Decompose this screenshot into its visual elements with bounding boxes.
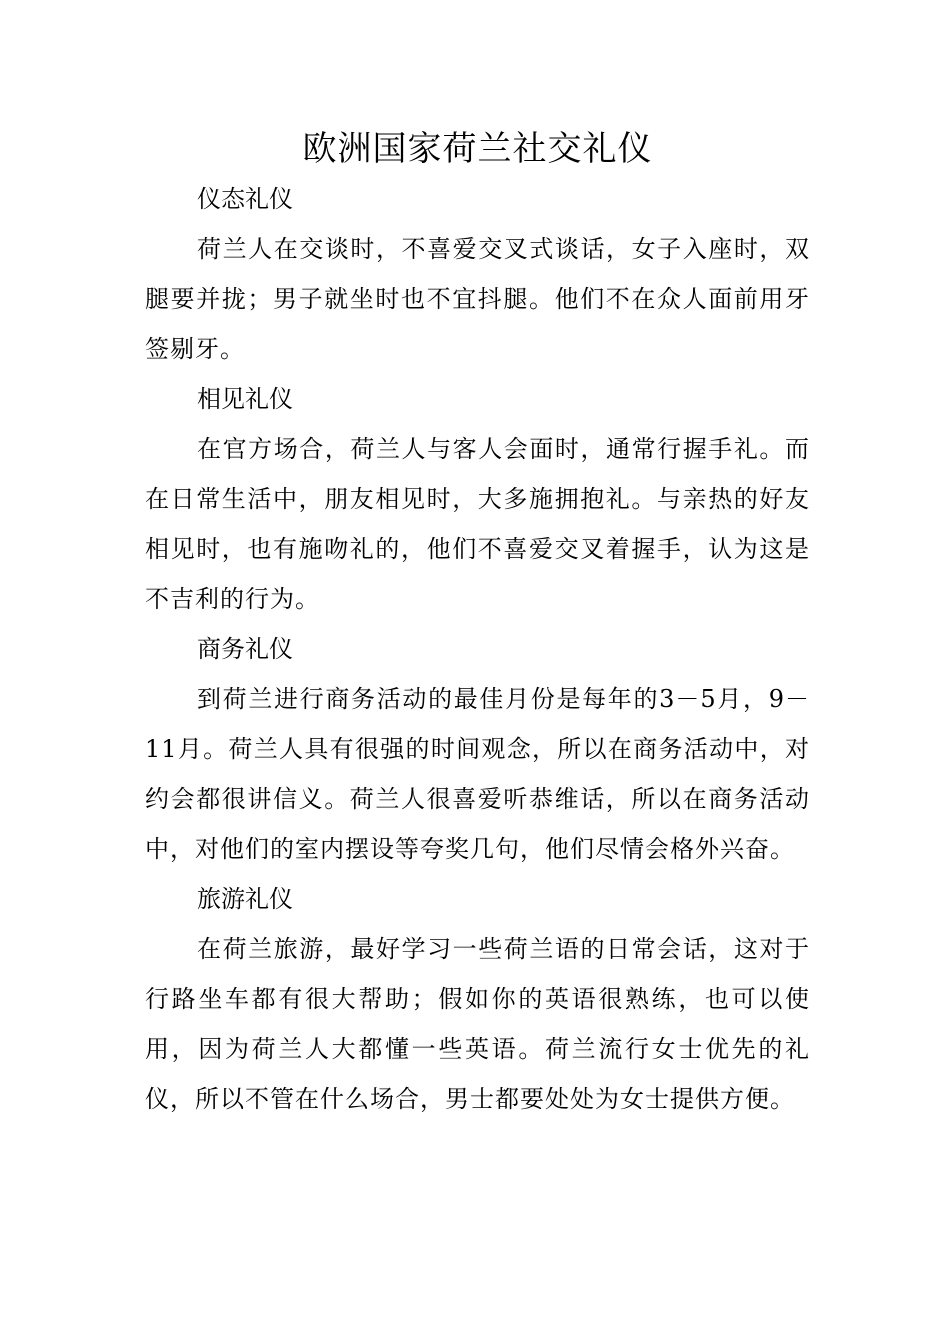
page-title: 欧洲国家荷兰社交礼仪	[302, 129, 653, 169]
section-heading-business: 商务礼仪	[197, 635, 293, 663]
section-paragraph-greeting: 在官方场合，荷兰人与客人会面时，通常行握手礼。而在日常生活中，朋友相见时，大多施拥抱礼。与亲热的好友相见时，也有施吻礼的，他们不喜爱交叉着握手，认为这是不吉利的行为。	[145, 435, 810, 613]
section-paragraph-demeanor: 荷兰人在交谈时，不喜爱交叉式谈话，女子入座时，双腿要并拢；男子就坐时也不宜抖腿。他们不在众人面前用牙签剔牙。	[145, 235, 810, 363]
section-paragraph-travel: 在荷兰旅游，最好学习一些荷兰语的日常会话，这对于行路坐车都有很大帮助；假如你的英语很熟练，也可以使用，因为荷兰人大都懂一些英语。荷兰流行女士优先的礼仪，所以不管在什么场合，男士都要处处为女士提供方便。	[145, 935, 810, 1113]
document-body	[145, 124, 810, 1124]
section-paragraph-business: 到荷兰进行商务活动的最佳月份是每年的3－5月，9－11月。荷兰人具有很强的时间观念，所以在商务活动中，对约会都很讲信义。荷兰人很喜爱听恭维话，所以在商务活动中，对他们的室内摆设等夸奖几句，他们尽情会格外兴奋。	[145, 685, 810, 863]
section-heading-greeting: 相见礼仪	[197, 385, 293, 413]
section-heading-travel: 旅游礼仪	[197, 885, 293, 913]
section-heading-demeanor: 仪态礼仪	[197, 185, 293, 213]
